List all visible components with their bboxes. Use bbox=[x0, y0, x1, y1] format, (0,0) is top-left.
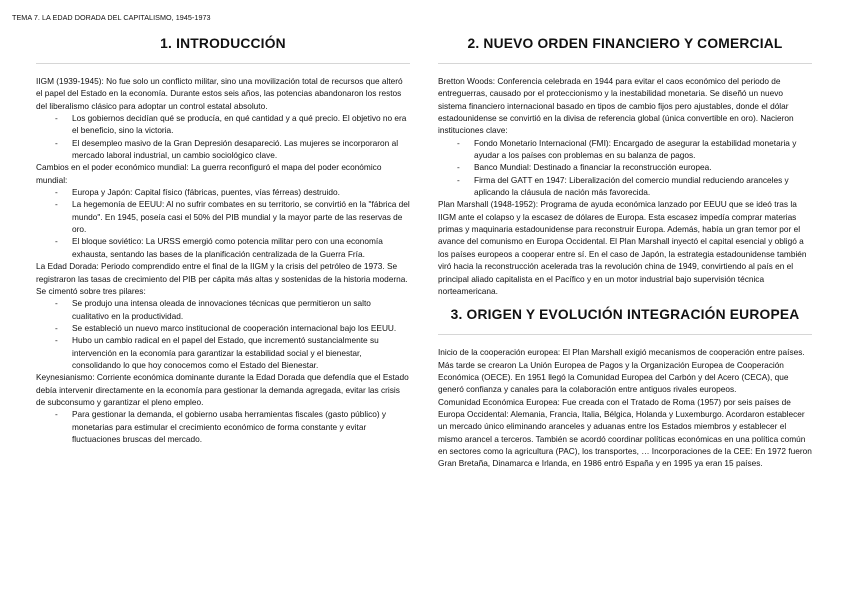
paragraph-bretton-woods: Bretton Woods: Conferencia celebrada en 1944 para evitar el caos económico del periodo de entreguerras, causado por el proteccionismo y la inestabilidad monetaria. Se diseñó un nuevo sistema financiero internacional basado en tipos de cambio fijos pero ajustables, donde el dólar estadounidense se convirtió en la divisa de referencia global (única convertible en oro). Nacieron instituciones clave: bbox=[438, 76, 794, 136]
paragraph-cooperacion-europea: Inicio de la cooperación europea: El Plan Marshall exigió mecanismos de cooperación entre países. Más tarde se crearon La Unión Europea de Pagos y la Organización Europea de Cooperación Económica (OECE). En 1951 llegó la Comunidad Europea del Carbón y del Acero (CECA), que generó confianza y canales para la colaboración entre antiguos rivales europeos. bbox=[438, 347, 805, 395]
bullet-list-pilares bbox=[36, 297, 410, 371]
paragraph-edad-dorada: La Edad Dorada: Periodo comprendido entre el final de la IIGM y la crisis del petróleo de 1973. Se registraron las tasas de crecimiento del PIB per cápita más altas y sostenidas de la historia moderna. Se cimentó sobre tres pilares: bbox=[36, 261, 408, 296]
bullet-item: - Se estableció un nuevo marco institucional de cooperación internacional bajo los EEUU. bbox=[72, 322, 410, 334]
left-column bbox=[36, 28, 410, 445]
bullet-list-instituciones bbox=[438, 137, 812, 199]
bullet-item: - Firma del GATT en 1947: Liberalización del comercio mundial reduciendo aranceles y aplicando la cláusula de nación más favorecida. bbox=[474, 174, 812, 199]
bullet-item: - Fondo Monetario Internacional (FMI): Encargado de asegurar la estabilidad monetaria y ayudar a los países con problemas en su balanza de pagos. bbox=[474, 137, 812, 162]
bullet-list-keynes bbox=[36, 408, 410, 445]
bullet-item: - Los gobiernos decidían qué se producía, en qué cantidad y a qué precio. El objetivo no era el beneficio, sino la victoria. bbox=[72, 112, 410, 137]
bullet-item: - Para gestionar la demanda, el gobierno usaba herramientas fiscales (gasto público) y monetarias para estimular el crecimiento económico de forma constante y evitar fluctuaciones bruscas del mercado. bbox=[72, 408, 410, 445]
bullet-item: - Se produjo una intensa oleada de innovaciones técnicas que permitieron un salto cualitativo en la productividad. bbox=[72, 297, 410, 322]
section-title-nuevo-orden: 2. NUEVO ORDEN FINANCIERO Y COMERCIAL bbox=[467, 36, 783, 51]
bullet-item: - Europa y Japón: Capital físico (fábricas, puentes, vías férreas) destruido. bbox=[72, 186, 410, 198]
right-column bbox=[438, 28, 812, 470]
bullet-item: - El bloque soviético: La URSS emergió como potencia militar pero con una economía exhausta, sentando las bases de la planificación centralizada de la Guerra Fría. bbox=[72, 235, 410, 260]
bullet-item: - El desempleo masivo de la Gran Depresión desapareció. Las mujeres se incorporaron al mercado laboral industrial, un cambio sociológico clave. bbox=[72, 137, 410, 162]
paragraph-cee: Comunidad Económica Europea: Fue creada con el Tratado de Roma (1957) por seis países de Europa Occidental: Alemania, Francia, Italia, Bélgica, Holanda y Luxemburgo. Acordaron establecer un mercado único eliminando aranceles y aduanas entre los Estados miembros y establecer el mismo arancel a terceros. También se acordó coordinar políticas económicas en una política común en sectores como la agricultura (PAC), los transportes, … Incorporaciones de la CEE: En 1972 fueron Gran Bretaña, Dinamarca e Irlanda, en 1986 entró España y en 1995 ya eran 15 países. bbox=[438, 396, 812, 469]
bullet-item: - La hegemonía de EEUU: Al no sufrir combates en su territorio, se convirtió en la "fábrica del mundo". En 1945, poseía casi el 50% del PIB mundial y la mayor parte de las reservas de oro. bbox=[72, 198, 410, 235]
bullet-list-poder bbox=[36, 186, 410, 260]
paragraph-plan-marshall: Plan Marshall (1948-1952): Programa de ayuda económica lanzado por EEUU que se ideó tras la IIGM ante el colapso y la escasez de dólares de Europa. Esta escasez impedía comprar materias primas y maquinaria estadounidense para reconstruir Europa. Además, había un gran temor por el avance del comunismo en Europa Occidental. El Plan Marshall inyectó el capital esencial y obligó a los países europeos a cooperar entre sí. En el caso de Japón, la estrategia estadounidense también viró hacia la reconstrucción acelerada tras la revolución china de 1949, convirtiendo al país en el principal aliado capitalista en el Pacífico y en un motor industrial bajo supervisión técnica norteamericana. bbox=[438, 199, 807, 296]
paragraph-keynesianismo: Keynesianismo: Corriente económica dominante durante la Edad Dorada que defendía que el Estado debía intervenir directamente en la economía para gestionar la demanda agregada, evitar las crisis de subconsumo y garantizar el pleno empleo. bbox=[36, 372, 409, 407]
paragraph-iigm: IIGM (1939-1945): No fue solo un conflicto militar, sino una movilización total de recursos que alteró el papel del Estado en la economía. Durante estos seis años, las potencias abandonaron los restos del liberalismo clásico para adoptar un control estatal absoluto. bbox=[36, 76, 403, 111]
bullet-list-iigm bbox=[36, 112, 410, 161]
document-header: TEMA 7. LA EDAD DORADA DEL CAPITALISMO, 1945-1973 bbox=[12, 13, 211, 22]
bullet-item: - Banco Mundial: Destinado a financiar la reconstrucción europea. bbox=[474, 161, 812, 173]
bullet-item: - Hubo un cambio radical en el papel del Estado, que incrementó sustancialmente su intervención en la economía para garantizar la estabilidad social y el bienestar, consolidando lo que hoy conocemos como el Estado del Bienestar. bbox=[72, 334, 410, 371]
section-title-introduccion: 1. INTRODUCCIÓN bbox=[160, 36, 286, 51]
paragraph-cambios-poder: Cambios en el poder económico mundial: La guerra reconfiguró el mapa del poder económico mundial: bbox=[36, 162, 382, 185]
section-title-integracion-europea: 3. ORIGEN Y EVOLUCIÓN INTEGRACIÓN EUROPEA bbox=[450, 307, 800, 323]
